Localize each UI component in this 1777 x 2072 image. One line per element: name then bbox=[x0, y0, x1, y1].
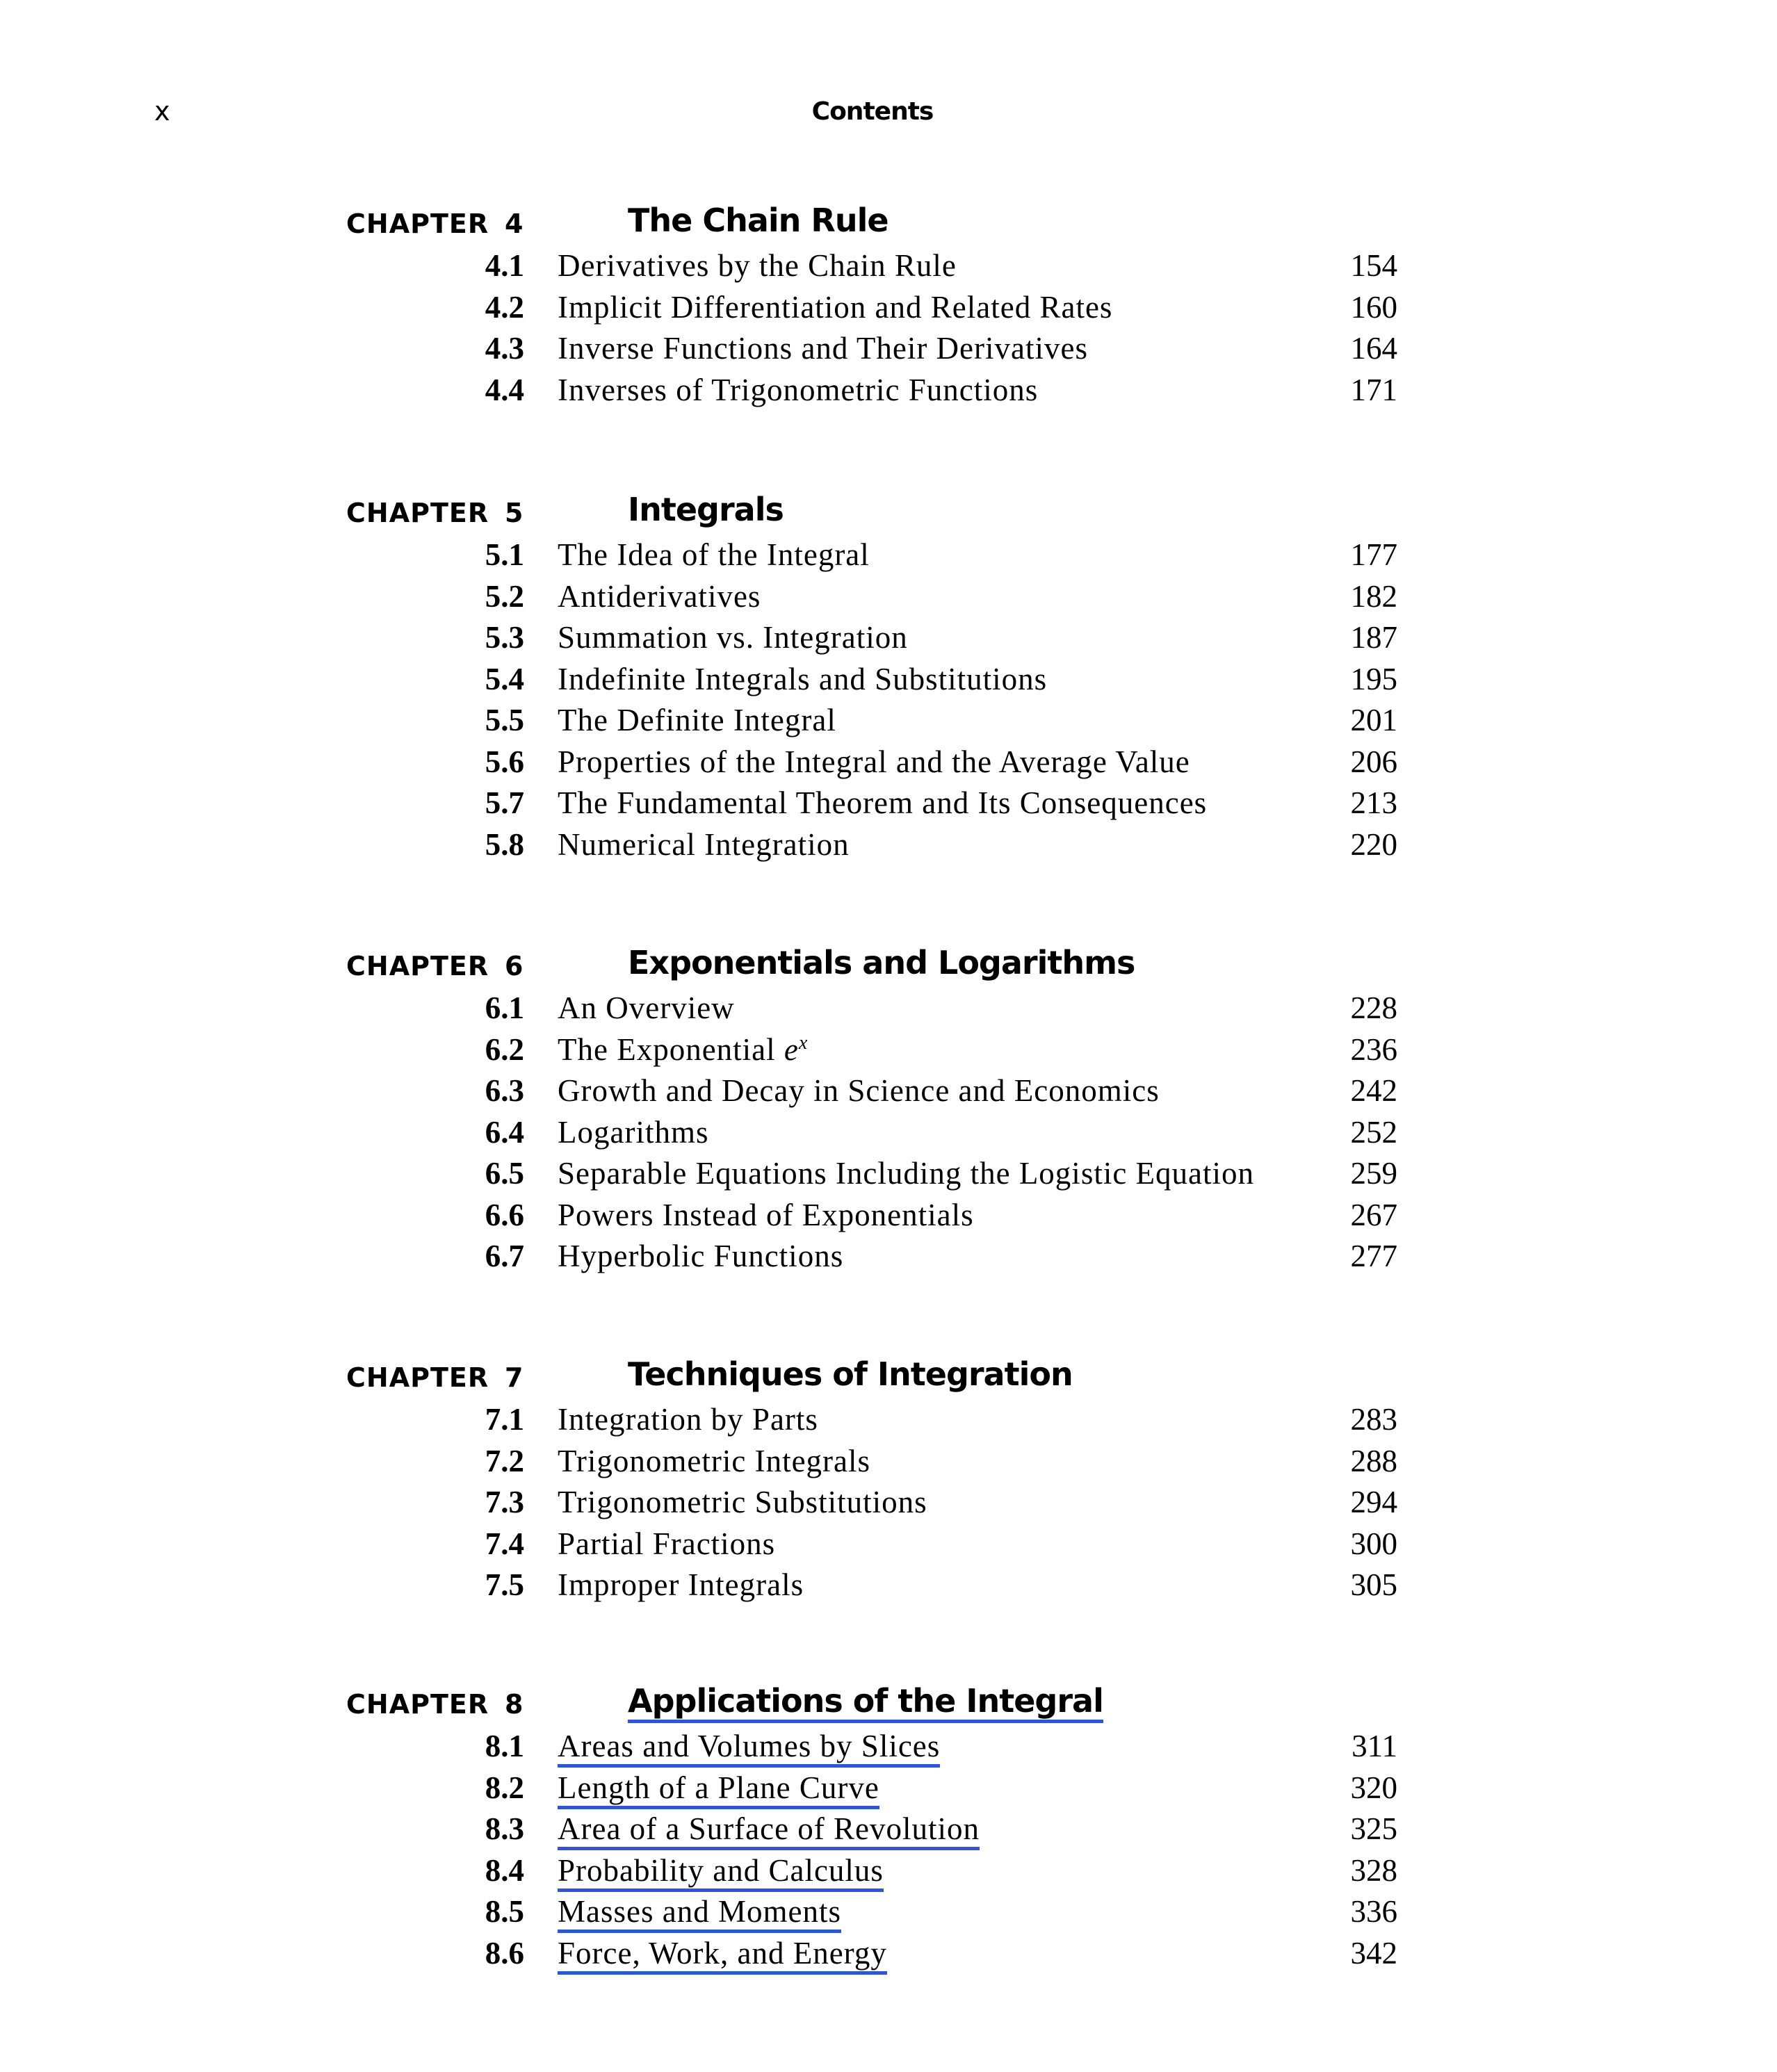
section-title-text: Indefinite Integrals and Substitutions bbox=[558, 661, 1048, 696]
chapter-label: CHAPTER bbox=[346, 209, 489, 239]
chapter-title: Integrals bbox=[628, 491, 784, 528]
section-title-text: Powers Instead of Exponentials bbox=[558, 1197, 974, 1232]
page-number: 336 bbox=[1350, 1894, 1397, 1929]
toc-entry bbox=[0, 990, 1777, 1030]
section-number: 5.5 bbox=[485, 703, 524, 737]
section-title bbox=[558, 289, 1112, 325]
section-title bbox=[558, 1031, 808, 1068]
section-title-text: Logarithms bbox=[558, 1114, 709, 1150]
section-title bbox=[558, 1197, 974, 1233]
section-number: 7.2 bbox=[485, 1443, 524, 1478]
toc-entry[interactable] bbox=[0, 1770, 1777, 1810]
page-number: 300 bbox=[1350, 1526, 1397, 1561]
section-title[interactable] bbox=[558, 1811, 980, 1850]
section-title-text: Derivatives by the Chain Rule bbox=[558, 248, 957, 283]
chapter-title: Exponentials and Logarithms bbox=[628, 944, 1135, 981]
section-number: 8.5 bbox=[485, 1894, 524, 1929]
section-title-text: Properties of the Integral and the Average Value bbox=[558, 744, 1190, 779]
section-number: 5.2 bbox=[485, 578, 524, 614]
section-title-text: Inverses of Trigonometric Functions bbox=[558, 372, 1039, 407]
chapter-label: CHAPTER bbox=[346, 951, 489, 981]
page-number: 171 bbox=[1350, 372, 1397, 407]
toc-entry bbox=[0, 1197, 1777, 1237]
section-number: 5.4 bbox=[485, 661, 524, 696]
page-number: 305 bbox=[1350, 1567, 1397, 1602]
page-number: 311 bbox=[1352, 1729, 1397, 1763]
section-title bbox=[558, 247, 957, 284]
section-number: 6.7 bbox=[485, 1239, 524, 1273]
page-number: 320 bbox=[1350, 1770, 1397, 1805]
page-number: 187 bbox=[1350, 620, 1397, 655]
section-number: 4.2 bbox=[485, 289, 524, 325]
page-number: 288 bbox=[1350, 1443, 1397, 1478]
section-title-text: Areas and Volumes by Slices bbox=[558, 1729, 941, 1763]
page-number: 213 bbox=[1350, 785, 1397, 820]
page-number: 236 bbox=[1350, 1031, 1397, 1067]
section-title[interactable] bbox=[558, 1893, 841, 1933]
toc-entry bbox=[0, 247, 1777, 288]
section-title bbox=[558, 1155, 1254, 1191]
section-title-text: Partial Fractions bbox=[558, 1526, 776, 1561]
section-number: 8.3 bbox=[485, 1811, 524, 1846]
section-title-text: Numerical Integration bbox=[558, 826, 850, 862]
page-number: 177 bbox=[1350, 537, 1397, 572]
section-title bbox=[558, 785, 1207, 821]
page-number: 242 bbox=[1350, 1073, 1397, 1108]
section-title-text: The Idea of the Integral bbox=[558, 537, 870, 572]
page-number: 267 bbox=[1350, 1197, 1397, 1232]
chapter-label: CHAPTER bbox=[346, 498, 489, 528]
toc-entry bbox=[0, 372, 1777, 412]
toc-entry bbox=[0, 1114, 1777, 1155]
page-number: 252 bbox=[1350, 1114, 1397, 1150]
section-title-text: Separable Equations Including the Logistic Equation bbox=[558, 1156, 1255, 1191]
chapter-title: The Chain Rule bbox=[628, 202, 888, 239]
toc-entry bbox=[0, 661, 1777, 701]
section-number: 8.6 bbox=[485, 1935, 524, 1971]
section-number: 6.3 bbox=[485, 1073, 524, 1108]
chapter-title: Techniques of Integration bbox=[628, 1355, 1073, 1393]
section-title bbox=[558, 661, 1047, 697]
section-title bbox=[558, 744, 1190, 780]
toc-entry bbox=[0, 1155, 1777, 1196]
section-title[interactable] bbox=[558, 1852, 884, 1892]
section-number: 5.3 bbox=[485, 620, 524, 655]
section-title-text: The Exponential e bbox=[558, 1031, 799, 1067]
section-number: 5.6 bbox=[485, 744, 524, 779]
page-number: 283 bbox=[1350, 1402, 1397, 1437]
toc-entry[interactable] bbox=[0, 1811, 1777, 1851]
toc-entry bbox=[0, 826, 1777, 867]
section-title bbox=[558, 702, 836, 738]
section-number: 7.1 bbox=[485, 1402, 524, 1437]
toc-entry bbox=[0, 1484, 1777, 1524]
section-title-text: The Definite Integral bbox=[558, 703, 836, 737]
section-title[interactable] bbox=[558, 1728, 940, 1768]
section-title bbox=[558, 619, 908, 655]
page-number: 342 bbox=[1350, 1935, 1397, 1971]
chapter-number: 7 bbox=[505, 1362, 524, 1393]
page-number: 206 bbox=[1350, 744, 1397, 779]
section-title bbox=[558, 330, 1088, 366]
section-number: 7.4 bbox=[485, 1526, 524, 1561]
section-number: 6.5 bbox=[485, 1156, 524, 1191]
section-title bbox=[558, 578, 761, 614]
page-number: 164 bbox=[1350, 331, 1397, 366]
toc-entry bbox=[0, 289, 1777, 329]
section-title bbox=[558, 537, 870, 573]
page-number: 277 bbox=[1350, 1239, 1397, 1273]
chapter-label: CHAPTER bbox=[346, 1689, 489, 1720]
page-number: 328 bbox=[1350, 1852, 1397, 1888]
section-title bbox=[558, 1238, 843, 1274]
toc-entry bbox=[0, 744, 1777, 784]
section-number: 6.6 bbox=[485, 1197, 524, 1232]
toc-entry[interactable] bbox=[0, 1852, 1777, 1893]
chapter-number: 6 bbox=[505, 951, 524, 981]
chapter-number: 8 bbox=[505, 1689, 524, 1720]
chapter-title[interactable]: Applications of the Integral bbox=[628, 1682, 1103, 1723]
page-number: 195 bbox=[1350, 661, 1397, 696]
section-title-text: Length of a Plane Curve bbox=[558, 1770, 879, 1805]
section-title-text: Summation vs. Integration bbox=[558, 620, 908, 655]
page-number: 182 bbox=[1350, 578, 1397, 614]
section-number: 5.8 bbox=[485, 826, 524, 862]
section-number: 8.2 bbox=[485, 1770, 524, 1805]
page-number: 220 bbox=[1350, 826, 1397, 862]
page-number: 325 bbox=[1350, 1811, 1397, 1846]
toc-entry bbox=[0, 785, 1777, 825]
toc-entry[interactable] bbox=[0, 1893, 1777, 1934]
toc-entry bbox=[0, 1238, 1777, 1278]
toc-entry bbox=[0, 330, 1777, 370]
math-variable: e bbox=[784, 1031, 799, 1067]
section-number: 4.4 bbox=[485, 372, 524, 407]
section-title-text: Integration by Parts bbox=[558, 1402, 818, 1437]
toc-entry bbox=[0, 1031, 1777, 1072]
section-title bbox=[558, 1114, 708, 1150]
section-number: 6.1 bbox=[485, 990, 524, 1025]
section-title-text: An Overview bbox=[558, 990, 735, 1025]
section-title-text: Probability and Calculus bbox=[558, 1852, 884, 1888]
toc-entry bbox=[0, 578, 1777, 619]
section-title-text: Trigonometric Integrals bbox=[558, 1443, 871, 1478]
section-title bbox=[558, 826, 850, 863]
toc-entry bbox=[0, 1526, 1777, 1566]
section-title bbox=[558, 1443, 870, 1479]
toc-entry bbox=[0, 702, 1777, 742]
chapter-label: CHAPTER bbox=[346, 1362, 489, 1393]
toc-entry bbox=[0, 1567, 1777, 1607]
section-title-text: Antiderivatives bbox=[558, 578, 761, 614]
page-number: 201 bbox=[1350, 703, 1397, 737]
toc-entry bbox=[0, 537, 1777, 577]
section-title bbox=[558, 1072, 1160, 1109]
section-title bbox=[558, 372, 1038, 408]
running-head: Contents bbox=[811, 97, 934, 126]
page-number: 294 bbox=[1350, 1485, 1397, 1519]
section-title[interactable] bbox=[558, 1770, 879, 1809]
page-number: 228 bbox=[1350, 990, 1397, 1025]
section-title-text: The Fundamental Theorem and Its Consequences bbox=[558, 785, 1208, 820]
chapter-number: 4 bbox=[505, 209, 524, 239]
section-title-text: Growth and Decay in Science and Economics bbox=[558, 1073, 1160, 1108]
section-title bbox=[558, 1401, 818, 1437]
section-number: 5.1 bbox=[485, 537, 524, 572]
page-number: 259 bbox=[1350, 1156, 1397, 1191]
section-title-text: Inverse Functions and Their Derivatives bbox=[558, 331, 1088, 366]
section-number: 6.2 bbox=[485, 1031, 524, 1067]
section-number: 7.5 bbox=[485, 1567, 524, 1602]
section-number: 7.3 bbox=[485, 1485, 524, 1519]
section-number: 6.4 bbox=[485, 1114, 524, 1150]
toc-entry bbox=[0, 1443, 1777, 1483]
section-title-text: Improper Integrals bbox=[558, 1567, 804, 1602]
superscript: x bbox=[798, 1031, 809, 1054]
section-number: 8.4 bbox=[485, 1852, 524, 1888]
section-title bbox=[558, 990, 735, 1026]
section-number: 8.1 bbox=[485, 1729, 524, 1763]
section-title-text: Area of a Surface of Revolution bbox=[558, 1811, 980, 1846]
section-title-text: Implicit Differentiation and Related Rates bbox=[558, 289, 1113, 325]
page-number: 160 bbox=[1350, 289, 1397, 325]
section-title bbox=[558, 1484, 927, 1520]
section-title-text: Force, Work, and Energy bbox=[558, 1935, 887, 1971]
section-title bbox=[558, 1526, 775, 1562]
section-number: 4.3 bbox=[485, 331, 524, 366]
section-title-text: Trigonometric Substitutions bbox=[558, 1485, 927, 1519]
section-title-text: Hyperbolic Functions bbox=[558, 1239, 844, 1273]
toc-entry bbox=[0, 619, 1777, 660]
section-title[interactable] bbox=[558, 1935, 887, 1975]
toc-entry bbox=[0, 1401, 1777, 1442]
section-number: 4.1 bbox=[485, 248, 524, 283]
section-number: 5.7 bbox=[485, 785, 524, 820]
section-title bbox=[558, 1567, 804, 1603]
chapter-number: 5 bbox=[505, 498, 524, 528]
toc-entry[interactable] bbox=[0, 1728, 1777, 1768]
toc-entry[interactable] bbox=[0, 1935, 1777, 1975]
page-folio: x bbox=[154, 96, 170, 127]
section-title-text: Masses and Moments bbox=[558, 1894, 841, 1929]
page-number: 154 bbox=[1350, 248, 1397, 283]
toc-entry bbox=[0, 1072, 1777, 1113]
